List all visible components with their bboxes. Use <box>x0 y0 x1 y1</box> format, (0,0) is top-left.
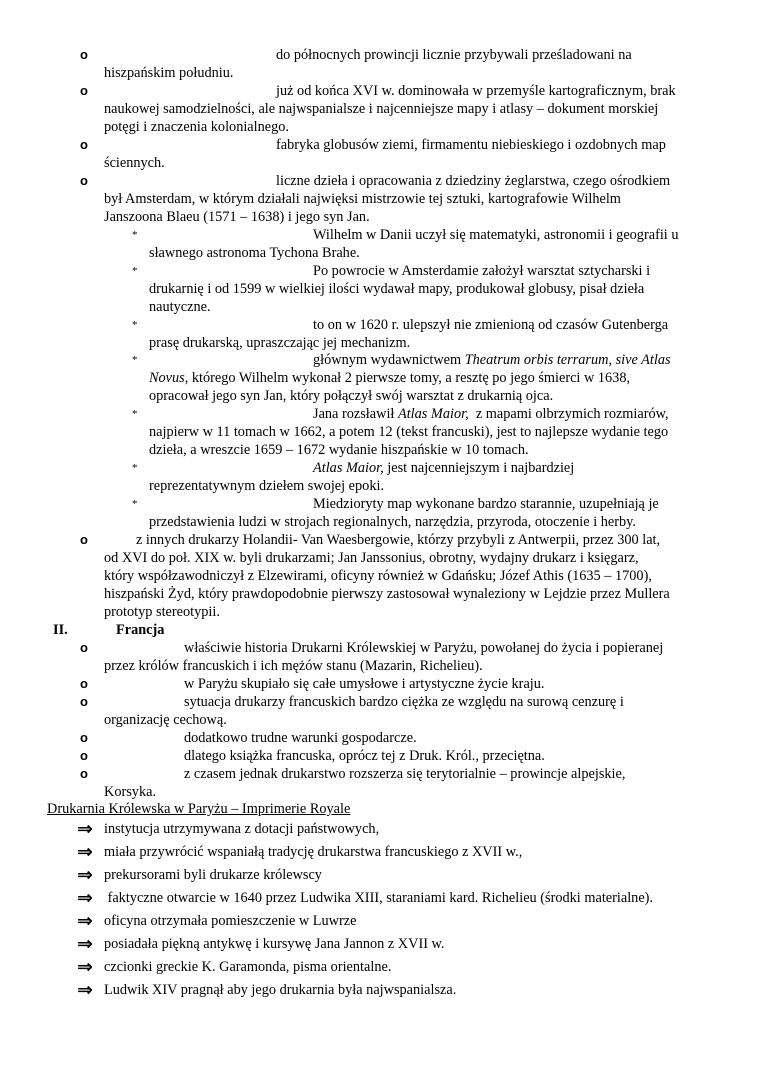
list-item-line: dodatkowo trudne warunki gospodarcze. <box>184 730 417 746</box>
arrow-icon: ⇒ <box>77 979 93 1001</box>
sub-item-line: Po powrocie w Amsterdamie założył warsztat sztycharski i <box>313 263 651 279</box>
sub-item-line: nautyczne. <box>149 299 211 315</box>
list-item-line: fabryka globusów ziemi, firmamentu niebieskiego i ozdobnych map <box>276 137 666 153</box>
sub-item-line: drukarnię i od 1599 w wielkiej ilości wydawał mapy, produkował globusy, pisał dzieła <box>149 281 645 297</box>
sub-item-line: opracował jego syn Jan, który połączył swój warsztat z drukarnią ojca. <box>149 388 554 404</box>
sub-bullet-marker: * <box>132 354 138 366</box>
list-item-line: prekursorami byli drukarze królewscy <box>104 867 322 883</box>
list-item-line: z czasem jednak drukarstwo rozszerza się terytorialnie – prowincje alpejskie, <box>184 766 626 782</box>
list-item-line: hiszpańskim południu. <box>104 65 234 81</box>
list-item-line: do północnych prowincji licznie przybywali prześladowani na <box>276 47 632 63</box>
sub-item-line: Novus, którego Wilhelm wykonał 2 pierwsze tomy, a resztę po jego śmierci w 1638, <box>149 370 631 386</box>
list-item-line: ściennych. <box>104 155 165 171</box>
subsection-title: Drukarnia Królewska w Paryżu – Imprimerie Royale <box>47 801 351 817</box>
list-item-line: posiadała piękną antykwę i kursywę Jana Jannon z XVII w. <box>104 936 445 952</box>
bullet-marker: o <box>80 676 88 691</box>
list-item-line: miała przywrócić wspaniałą tradycję drukarstwa francuskiego z XVII w., <box>104 844 523 860</box>
section-heading: Francja <box>116 622 165 638</box>
list-item-line: instytucja utrzymywana z dotacji państwowych, <box>104 821 380 837</box>
list-item-line: z innych drukarzy Holandii- Van Waesbergowie, którzy przybyli z Antwerpii, przez 300 lat, <box>136 532 661 548</box>
sub-item-line: reprezentatywnym dziełem swojej epoki. <box>149 478 385 494</box>
list-item-line: który współzawodniczył z Elzewirami, oficyny również w Gdańsku; Józef Athis (1635 – 1700), <box>104 568 652 584</box>
list-item-line: Janszoona Blaeu (1571 – 1638) i jego syn Jan. <box>104 209 370 225</box>
list-item-line: w Paryżu skupiało się całe umysłowe i artystyczne życie kraju. <box>184 676 545 692</box>
sub-bullet-marker: * <box>132 229 138 241</box>
sub-item-line: to on w 1620 r. ulepszył nie zmienioną od czasów Gutenberga <box>313 317 669 333</box>
sub-item-line: Jana rozsławił Atlas Maior, z mapami olbrzymich rozmiarów, <box>313 406 669 422</box>
sub-item-line: najpierw w 11 tomach w 1662, a potem 12 (tekst francuski), jest to najlepsze wydanie tego <box>149 424 669 440</box>
list-item-line: był Amsterdam, w którym działali najwięksi mistrzowie tej sztuki, kartografowie Wilhelm <box>104 191 621 207</box>
list-item-line: Ludwik XIV pragnął aby jego drukarnia była najwspanialsza. <box>104 982 457 998</box>
list-item-line: dlatego książka francuska, oprócz tej z Druk. Król., przeciętna. <box>184 748 545 764</box>
sub-item-line: sławnego astronoma Tychona Brahe. <box>149 245 360 261</box>
sub-bullet-marker: * <box>132 498 138 510</box>
section-number: II. <box>53 622 68 638</box>
sub-bullet-marker: * <box>132 319 138 331</box>
list-item-line: potęgi i znaczenia kolonialnego. <box>104 119 289 135</box>
sub-item-line: głównym wydawnictwem Theatrum orbis terrarum, sive Atlas <box>313 352 671 368</box>
list-item-line: prototyp stereotypii. <box>104 604 220 620</box>
sub-item-line: dzieła, a wreszcie 1659 – 1672 wydanie hiszpańskie w 10 tomach. <box>149 442 529 458</box>
sub-item-line: prasę drukarską, upraszczając jej mechanizm. <box>149 335 411 351</box>
sub-bullet-marker: * <box>132 408 138 420</box>
list-item-line: od XVI do poł. XIX w. byli drukarzami; Jan Janssonius, obrotny, wydajny drukarz i księgarz, <box>104 550 639 566</box>
list-item-line: organizację cechową. <box>104 712 227 728</box>
list-item-line: faktyczne otwarcie w 1640 przez Ludwika XIII, staraniami kard. Richelieu (środki materialne). <box>104 890 654 906</box>
list-item-line: naukowej samodzielności, ale najwspanialsze i najcenniejsze mapy i atlasy – dokument morskiej <box>104 101 659 117</box>
sub-bullet-marker: * <box>132 265 138 277</box>
arrow-icon: ⇒ <box>77 887 93 909</box>
bullet-marker: o <box>80 640 88 655</box>
list-item-line: czcionki greckie K. Garamonda, pisma orientalne. <box>104 959 392 975</box>
list-item-line: właściwie historia Drukarni Królewskiej w Paryżu, powołanej do życia i popieranej <box>184 640 664 656</box>
list-item-line: już od końca XVI w. dominowała w przemyśle kartograficznym, brak <box>276 83 676 99</box>
list-item-line: hiszpański Żyd, który prawdopodobnie pierwszy zastosował wynaleziony w Lejdzie przez Mullera <box>104 586 670 602</box>
bullet-marker: o <box>80 766 88 781</box>
arrow-icon: ⇒ <box>77 956 93 978</box>
bullet-marker: o <box>80 694 88 709</box>
sub-item-line: przedstawienia ludzi w strojach regionalnych, narzędzia, przyroda, otoczenie i herby. <box>149 514 636 530</box>
bullet-marker: o <box>80 173 88 188</box>
sub-item-line: Wilhelm w Danii uczył się matematyki, astronomii i geografii u <box>313 227 679 243</box>
list-item-line: przez królów francuskich i ich mężów stanu (Mazarin, Richelieu). <box>104 658 483 674</box>
sub-bullet-marker: * <box>132 462 138 474</box>
arrow-icon: ⇒ <box>77 910 93 932</box>
bullet-marker: o <box>80 748 88 763</box>
sub-item-line: Miedzioryty map wykonane bardzo starannie, uzupełniają je <box>313 496 659 512</box>
bullet-marker: o <box>80 83 88 98</box>
list-item-line: Korsyka. <box>104 784 157 800</box>
bullet-marker: o <box>80 47 88 62</box>
arrow-icon: ⇒ <box>77 818 93 840</box>
arrow-icon: ⇒ <box>77 841 93 863</box>
list-item-line: oficyna otrzymała pomieszczenie w Luwrze <box>104 913 357 929</box>
list-item-line: liczne dzieła i opracowania z dziedziny żeglarstwa, czego ośrodkiem <box>276 173 671 189</box>
bullet-marker: o <box>80 730 88 745</box>
bullet-marker: o <box>80 532 88 547</box>
arrow-icon: ⇒ <box>77 864 93 886</box>
sub-item-line: Atlas Maior, jest najcenniejszym i najbardziej <box>313 460 575 476</box>
arrow-icon: ⇒ <box>77 933 93 955</box>
list-item-line: sytuacja drukarzy francuskich bardzo ciężka ze względu na surową cenzurę i <box>184 694 624 710</box>
bullet-marker: o <box>80 137 88 152</box>
